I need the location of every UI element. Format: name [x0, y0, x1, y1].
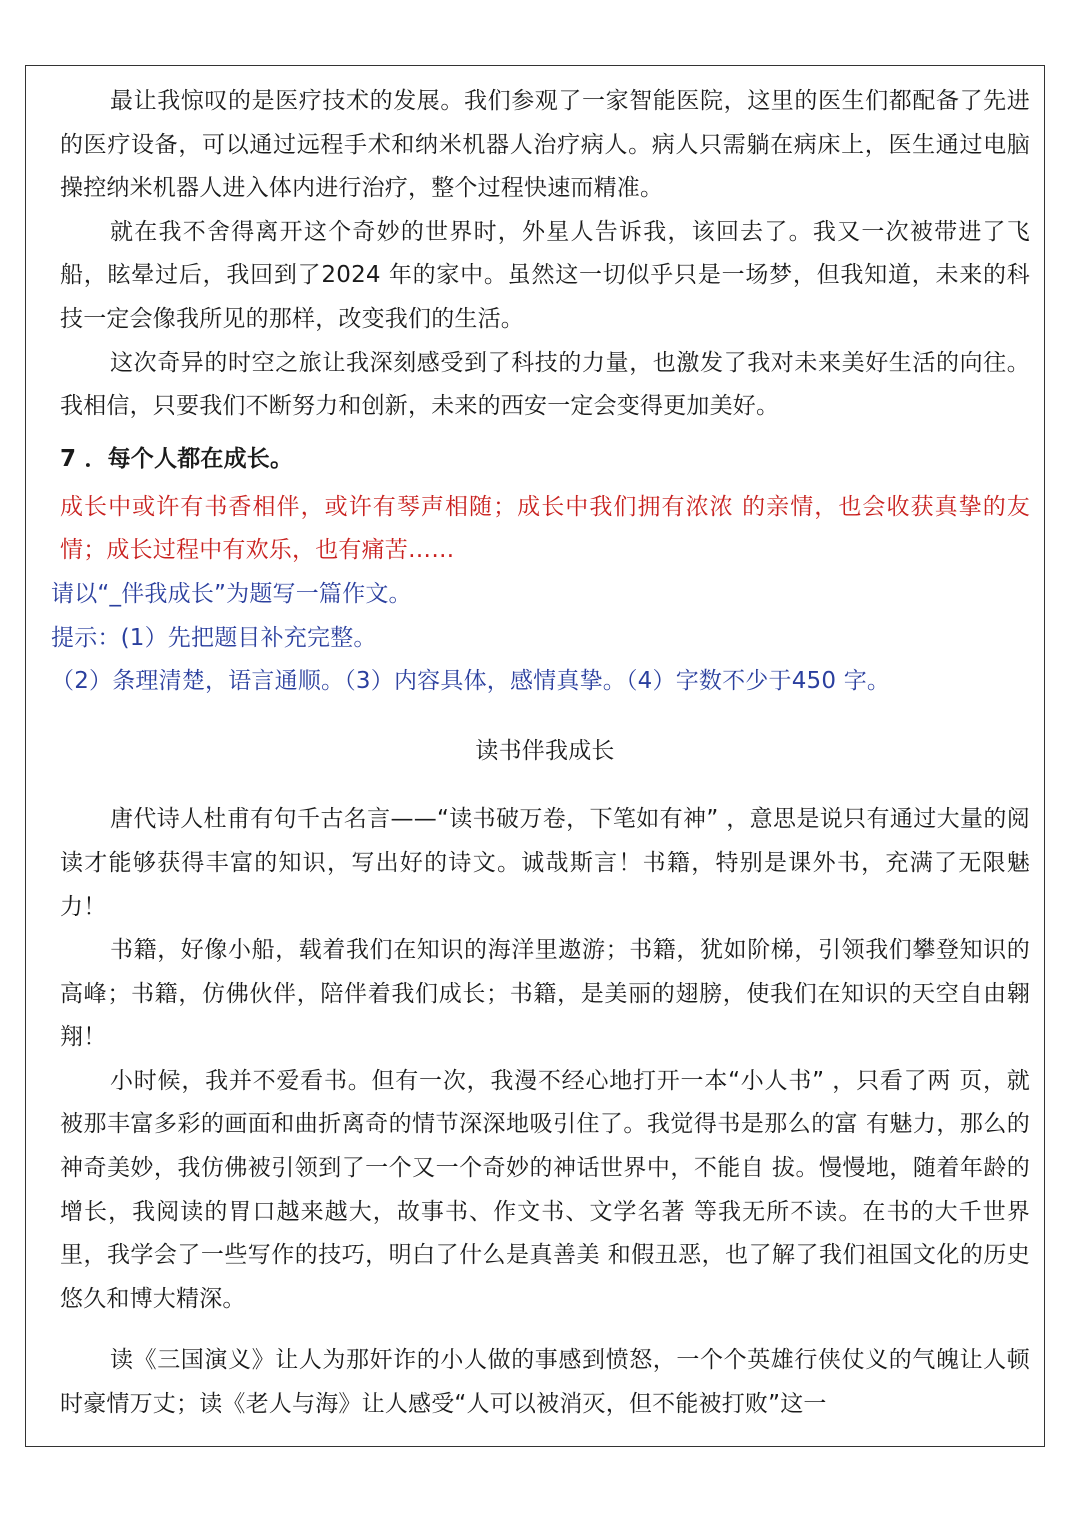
- essay-paragraph-2: 书籍，好像小船，载着我们在知识的海洋里遨游；书籍，犹如阶梯，引领我们攀登知识的高峰；书籍，仿佛伙伴，陪伴着我们成长；书籍，是美丽的翅膀，使我们在知识的天空自由翱翔！: [60, 937, 1030, 1051]
- essay-paragraph-4: 读《三国演义》让人为那奸诈的小人做的事感到愤怒，一个个英雄行侠仗义的气魄让人顿时豪情万丈；读《老人与海》让人感受“人可以被消灭，但不能被打败”这一: [60, 1347, 1030, 1418]
- essay-title: 读书伴我成长: [475, 737, 615, 764]
- question-hint-2: （2）条理清楚，语言通顺。（3）内容具体，感情真挚。（4）字数不少于450 字。: [51, 668, 891, 695]
- paragraph-medical: 最让我惊叹的是医疗技术的发展。我们参观了一家智能医院，这里的医生们都配备了先进的医疗设备，可以通过远程手术和纳米机器人治疗病人。病人只需躺在病床上，医生通过电脑操控纳米机器人进入体内进行治疗，整个过程快速而精准。: [60, 88, 1030, 202]
- paragraph-return: 就在我不舍得离开这个奇妙的世界时，外星人告诉我，该回去了。我又一次被带进了飞船，眩晕过后，我回到了2024 年的家中。虽然这一切似乎只是一场梦，但我知道，未来的科技一定会像我所见的那样，改变我们的生活。: [60, 218, 1030, 332]
- essay-paragraph-1: 唐代诗人杜甫有句千古名言——“读书破万卷，下笔如有神” ，意思是说只有通过大量的阅读才能够获得丰富的知识，写出好的诗文。诚哉斯言！书籍，特别是课外书，充满了无限魅力！: [60, 806, 1030, 920]
- question-heading: 7 ．每个人都在成长。: [60, 445, 294, 472]
- question-hint-1: 提示：(1）先把题目补充完整。: [51, 624, 377, 651]
- question-instruction: 请以“_伴我成长”为题写一篇作文。: [51, 580, 412, 607]
- question-prompt: 成长中或许有书香相伴，或许有琴声相随；成长中我们拥有浓浓 的亲情，也会收获真挚的友情；成长过程中有欢乐，也有痛苦……: [60, 493, 1030, 564]
- essay-paragraph-3: 小时候，我并不爱看书。但有一次，我漫不经心地打开一本“小人书” ，只看了两 页，就被那丰富多彩的画面和曲折离奇的情节深深地吸引住了。我觉得书是那么的富 有魅力，那么的神奇美妙，我仿佛被引领到了一个又一个奇妙的神话世界中，不能自 拔。慢慢地，随着年龄的增长，我阅读的胃口越来越大，故事书、作文书、文学名著 等我无所不读。在书的大千世界里，我学会了一些写作的技巧，明白了什么是真善美 和假丑恶，也了解了我们祖国文化的历史悠久和博大精深。: [60, 1067, 1030, 1312]
- document-body: [51, 80, 1030, 1427]
- page-frame: [25, 65, 1045, 1447]
- paragraph-conclusion: 这次奇异的时空之旅让我深刻感受到了科技的力量，也激发了我对未来美好生活的向往。我相信，只要我们不断努力和创新，未来的西安一定会变得更加美好。: [60, 349, 1030, 420]
